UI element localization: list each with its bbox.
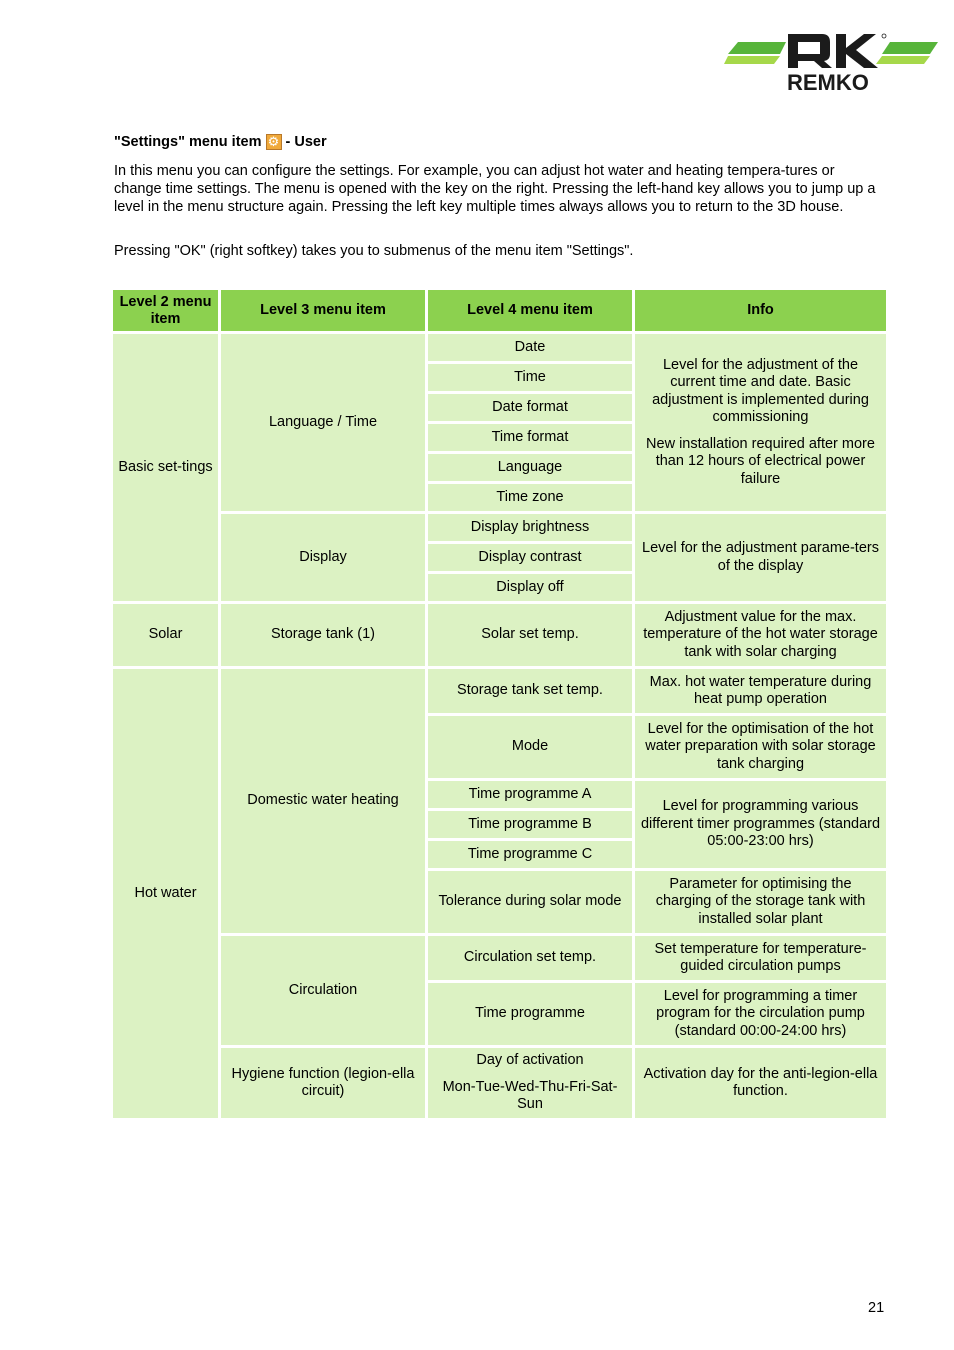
cell-circulation-set-info: Set temperature for temperature-guided circulation pumps <box>635 936 886 980</box>
cell-storage-tank-set-temp: Storage tank set temp. <box>428 669 632 713</box>
cell-language-time-info <box>635 334 886 511</box>
softkey-paragraph: Pressing "OK" (right softkey) takes you to submenus of the menu item "Settings". <box>114 243 634 259</box>
cell-time-programme-c: Time programme C <box>428 841 632 868</box>
cell-solar-set-temp: Solar set temp. <box>428 604 632 666</box>
cell-domestic-water-heating: Domestic water heating <box>221 669 425 933</box>
days-list: Mon-Tue-Wed-Thu-Fri-Sat-Sun <box>442 1078 618 1113</box>
intro-paragraph: In this menu you can configure the settings. For example, you can adjust hot water and heating tempera-tures or change time settings. The menu is opened with the key on the right. Pressing the left-hand key allows you to jump up a level in the menu structure again. Pressing the left key multiple times always allows you to return to the 3D house. <box>114 163 876 215</box>
cell-storage-set-info: Max. hot water temperature during heat pump operation <box>635 669 886 713</box>
cell-circulation: Circulation <box>221 936 425 1045</box>
cell-time-programme-a: Time programme A <box>428 781 632 808</box>
cell-language-time: Language / Time <box>221 334 425 511</box>
header-level3: Level 3 menu item <box>221 290 425 331</box>
info-text: New installation required after more than 12 hours of electrical power failure <box>646 435 875 487</box>
cell-time-zone: Time zone <box>428 484 632 511</box>
cell-storage-tank: Storage tank (1) <box>221 604 425 666</box>
day-of-activation-label: Day of activation <box>476 1052 584 1069</box>
cell-display: Display <box>221 514 425 601</box>
table-row <box>113 1048 886 1118</box>
cell-tolerance-info: Parameter for optimising the charging of the storage tank with installed solar plant <box>635 871 886 933</box>
logo-wordmark: REMKO <box>787 70 869 94</box>
cell-language: Language <box>428 454 632 481</box>
cell-circulation-set-temp: Circulation set temp. <box>428 936 632 980</box>
cell-time-programme: Time programme <box>428 983 632 1045</box>
table-header-row <box>113 290 886 331</box>
section-heading <box>114 134 327 150</box>
header-info: Info <box>635 290 886 331</box>
settings-menu-table <box>110 287 889 1121</box>
table-row <box>113 334 886 361</box>
table-row <box>113 669 886 713</box>
cell-time-programme-b: Time programme B <box>428 811 632 838</box>
table-row <box>113 604 886 666</box>
cell-day-of-activation <box>428 1048 632 1118</box>
table-row <box>113 514 886 541</box>
cell-hygiene-info: Activation day for the anti-legion-ella function. <box>635 1048 886 1118</box>
cell-display-contrast: Display contrast <box>428 544 632 571</box>
remko-logo <box>724 30 938 94</box>
cell-date: Date <box>428 334 632 361</box>
cell-display-info: Level for the adjustment parame-ters of the display <box>635 514 886 601</box>
info-text: Level for the adjustment of the current time and date. Basic adjustment is implemented during commissioning <box>652 356 869 426</box>
header-level2: Level 2 menu item <box>113 290 218 331</box>
cell-time: Time <box>428 364 632 391</box>
cell-solar: Solar <box>113 604 218 666</box>
header-level4: Level 4 menu item <box>428 290 632 331</box>
cell-display-off: Display off <box>428 574 632 601</box>
cell-time-format: Time format <box>428 424 632 451</box>
cell-mode-info: Level for the optimisation of the hot water preparation with solar storage tank charging <box>635 716 886 778</box>
heading-prefix: "Settings" menu item <box>114 134 262 150</box>
cell-solar-info: Adjustment value for the max. temperature of the hot water storage tank with solar charging <box>635 604 886 666</box>
cell-time-programmes-info: Level for programming various different timer programmes (standard 05:00-23:00 hrs) <box>635 781 886 868</box>
page-number: 21 <box>868 1300 885 1316</box>
table-row <box>113 936 886 980</box>
cell-tolerance: Tolerance during solar mode <box>428 871 632 933</box>
cell-time-programme-info: Level for programming a timer program for the circulation pump (standard 00:00-24:00 hrs) <box>635 983 886 1045</box>
cell-display-brightness: Display brightness <box>428 514 632 541</box>
cell-basic-settings: Basic set-tings <box>113 334 218 601</box>
cell-mode: Mode <box>428 716 632 778</box>
cell-hot-water: Hot water <box>113 669 218 1118</box>
cell-date-format: Date format <box>428 394 632 421</box>
heading-suffix: - User <box>285 134 327 150</box>
cell-hygiene-function: Hygiene function (legion-ella circuit) <box>221 1048 425 1118</box>
gear-icon: ⚙ <box>266 134 282 150</box>
